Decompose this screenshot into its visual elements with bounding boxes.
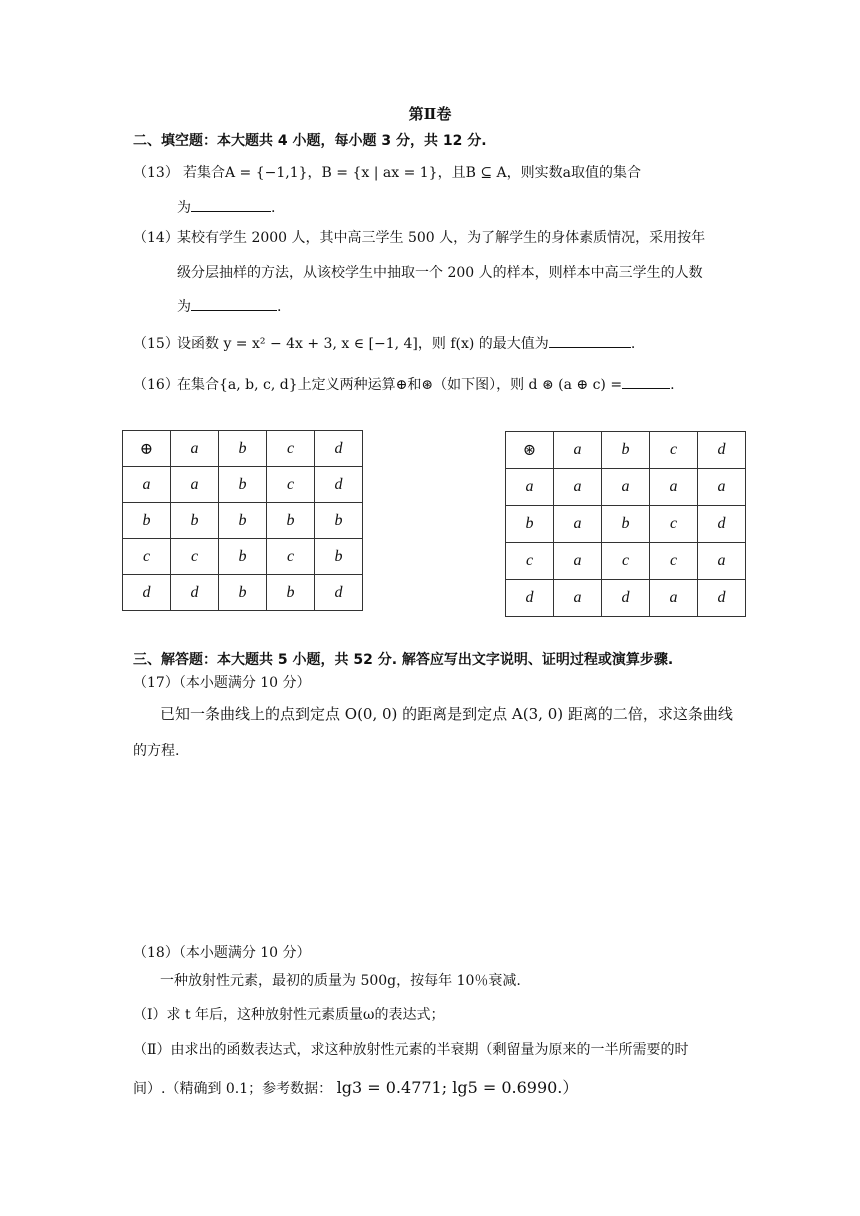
table2-header-cell: c bbox=[650, 432, 698, 469]
table2-cell: d bbox=[698, 580, 746, 617]
table1-cell: b bbox=[123, 503, 171, 539]
table1-header-cell: c bbox=[267, 431, 315, 467]
q16-text: 在集合{a, b, c, d}上定义两种运算⊕和⊛（如下图），则 d ⊛ (a ⊕ c) = bbox=[177, 377, 623, 393]
q13-line2-label: 为 bbox=[177, 200, 191, 216]
table1-cell: b bbox=[267, 503, 315, 539]
q14-end: . bbox=[277, 299, 282, 315]
table2-header-cell: b bbox=[602, 432, 650, 469]
table1-row bbox=[123, 503, 363, 539]
q13-answer-blank[interactable] bbox=[191, 197, 271, 212]
q14-line1: 某校有学生 2000 人，其中高三学生 500 人，为了解学生的身体素质情况，采用按年 bbox=[177, 230, 706, 246]
q13-line2 bbox=[177, 197, 275, 217]
table2-cell: c bbox=[602, 543, 650, 580]
table1-cell: b bbox=[219, 503, 267, 539]
table2-cell: a bbox=[650, 580, 698, 617]
table1-op-symbol: ⊕ bbox=[123, 431, 171, 467]
table1-cell: c bbox=[171, 539, 219, 575]
table1-cell: b bbox=[315, 503, 363, 539]
table1-row bbox=[123, 539, 363, 575]
q16-answer-blank[interactable] bbox=[622, 374, 670, 389]
q18-reference-data: lg3 = 0.4771; lg5 = 0.6990.） bbox=[336, 1078, 579, 1097]
q14-answer-blank[interactable] bbox=[191, 296, 277, 311]
q13-end: . bbox=[271, 200, 276, 216]
q15-line bbox=[177, 333, 635, 353]
table2-cell: b bbox=[602, 506, 650, 543]
table2-cell: a bbox=[650, 469, 698, 506]
q14-line2: 级分层抽样的方法，从该校学生中抽取一个 200 人的样本，则样本中高三学生的人数 bbox=[177, 265, 703, 281]
q14-number: （14） bbox=[133, 230, 179, 246]
q13-number: （13） bbox=[133, 165, 179, 181]
table2-cell: a bbox=[554, 469, 602, 506]
table2-cell: d bbox=[602, 580, 650, 617]
table2-op-symbol: ⊛ bbox=[506, 432, 554, 469]
table2-cell: d bbox=[698, 506, 746, 543]
table1-cell: a bbox=[171, 467, 219, 503]
q18-part2-line2 bbox=[133, 1075, 578, 1098]
q17-number: （17）（本小题满分 10 分） bbox=[133, 675, 311, 691]
table1-cell: c bbox=[267, 539, 315, 575]
q15-text: 设函数 y = x² − 4x + 3, x ∈ [−1, 4]，则 f(x) 的最大值为 bbox=[177, 336, 549, 352]
table1-cell: b bbox=[171, 503, 219, 539]
table1-header-cell: a bbox=[171, 431, 219, 467]
q13-text: 若集合A = {−1,1}，B = {x | ax = 1}，且B ⊆ A，则实数a取值的集合 bbox=[183, 165, 641, 181]
table1-cell: b bbox=[267, 575, 315, 611]
table1-row bbox=[123, 575, 363, 611]
table2-cell: c bbox=[650, 543, 698, 580]
q16-end: . bbox=[670, 377, 675, 393]
q16-line bbox=[177, 374, 675, 394]
q18-line1: 一种放射性元素，最初的质量为 500g，按每年 10％衰减. bbox=[160, 973, 521, 989]
table1-cell: a bbox=[123, 467, 171, 503]
table1-cell: c bbox=[123, 539, 171, 575]
q16-number: （16） bbox=[133, 377, 179, 393]
operation-table-oplus bbox=[122, 430, 363, 611]
table2-row bbox=[506, 469, 746, 506]
table1-header-row bbox=[123, 431, 363, 467]
page-title: 第Ⅱ卷 bbox=[408, 105, 452, 123]
table2-cell: a bbox=[554, 506, 602, 543]
section2-header: 二、填空题：本大题共 4 小题，每小题 3 分，共 12 分. bbox=[133, 133, 487, 149]
table2-cell: a bbox=[554, 543, 602, 580]
table2-cell: a bbox=[602, 469, 650, 506]
table1-cell: d bbox=[315, 575, 363, 611]
q18-part2-line1: （Ⅱ）由求出的函数表达式，求这种放射性元素的半衰期（剩留量为原来的一半所需要的时 bbox=[133, 1042, 689, 1058]
table2-cell: a bbox=[506, 469, 554, 506]
table2-cell: c bbox=[506, 543, 554, 580]
table1-cell: b bbox=[315, 539, 363, 575]
table2-cell: b bbox=[506, 506, 554, 543]
table1-cell: d bbox=[171, 575, 219, 611]
q17-line2: 的方程. bbox=[133, 743, 180, 759]
table2-row bbox=[506, 580, 746, 617]
table2-cell: a bbox=[698, 543, 746, 580]
table1-cell: c bbox=[267, 467, 315, 503]
operation-table-ostar bbox=[505, 431, 746, 617]
table2-cell: c bbox=[650, 506, 698, 543]
q18-number: （18）（本小题满分 10 分） bbox=[133, 945, 311, 961]
q17-line1: 已知一条曲线上的点到定点 O(0, 0) 的距离是到定点 A(3, 0) 距离的二倍，求这条曲线 bbox=[160, 705, 733, 723]
table1-cell: b bbox=[219, 467, 267, 503]
section3-header: 三、解答题：本大题共 5 小题，共 52 分. 解答应写出文字说明、证明过程或演算步骤. bbox=[133, 652, 674, 668]
table1-cell: d bbox=[315, 467, 363, 503]
table1-header-cell: d bbox=[315, 431, 363, 467]
table1-header-cell: b bbox=[219, 431, 267, 467]
q15-end: . bbox=[630, 336, 636, 352]
table2-cell: d bbox=[506, 580, 554, 617]
table2-row bbox=[506, 543, 746, 580]
table2-header-cell: d bbox=[698, 432, 746, 469]
q15-number: （15） bbox=[133, 336, 179, 352]
table1-row bbox=[123, 467, 363, 503]
q15-answer-blank[interactable] bbox=[549, 333, 631, 348]
table2-header-row bbox=[506, 432, 746, 469]
table1-cell: b bbox=[219, 539, 267, 575]
table2-row bbox=[506, 506, 746, 543]
table2-header-cell: a bbox=[554, 432, 602, 469]
table1-cell: b bbox=[219, 575, 267, 611]
table2-cell: a bbox=[554, 580, 602, 617]
table1-cell: d bbox=[123, 575, 171, 611]
q18-part1: （Ⅰ）求 t 年后，这种放射性元素质量ω的表达式； bbox=[133, 1007, 445, 1023]
table2-cell: a bbox=[698, 469, 746, 506]
q14-line3-label: 为 bbox=[177, 299, 191, 315]
q18-part2-text: 间）.（精确到 0.1；参考数据： bbox=[133, 1081, 333, 1097]
q14-line3 bbox=[177, 296, 281, 316]
